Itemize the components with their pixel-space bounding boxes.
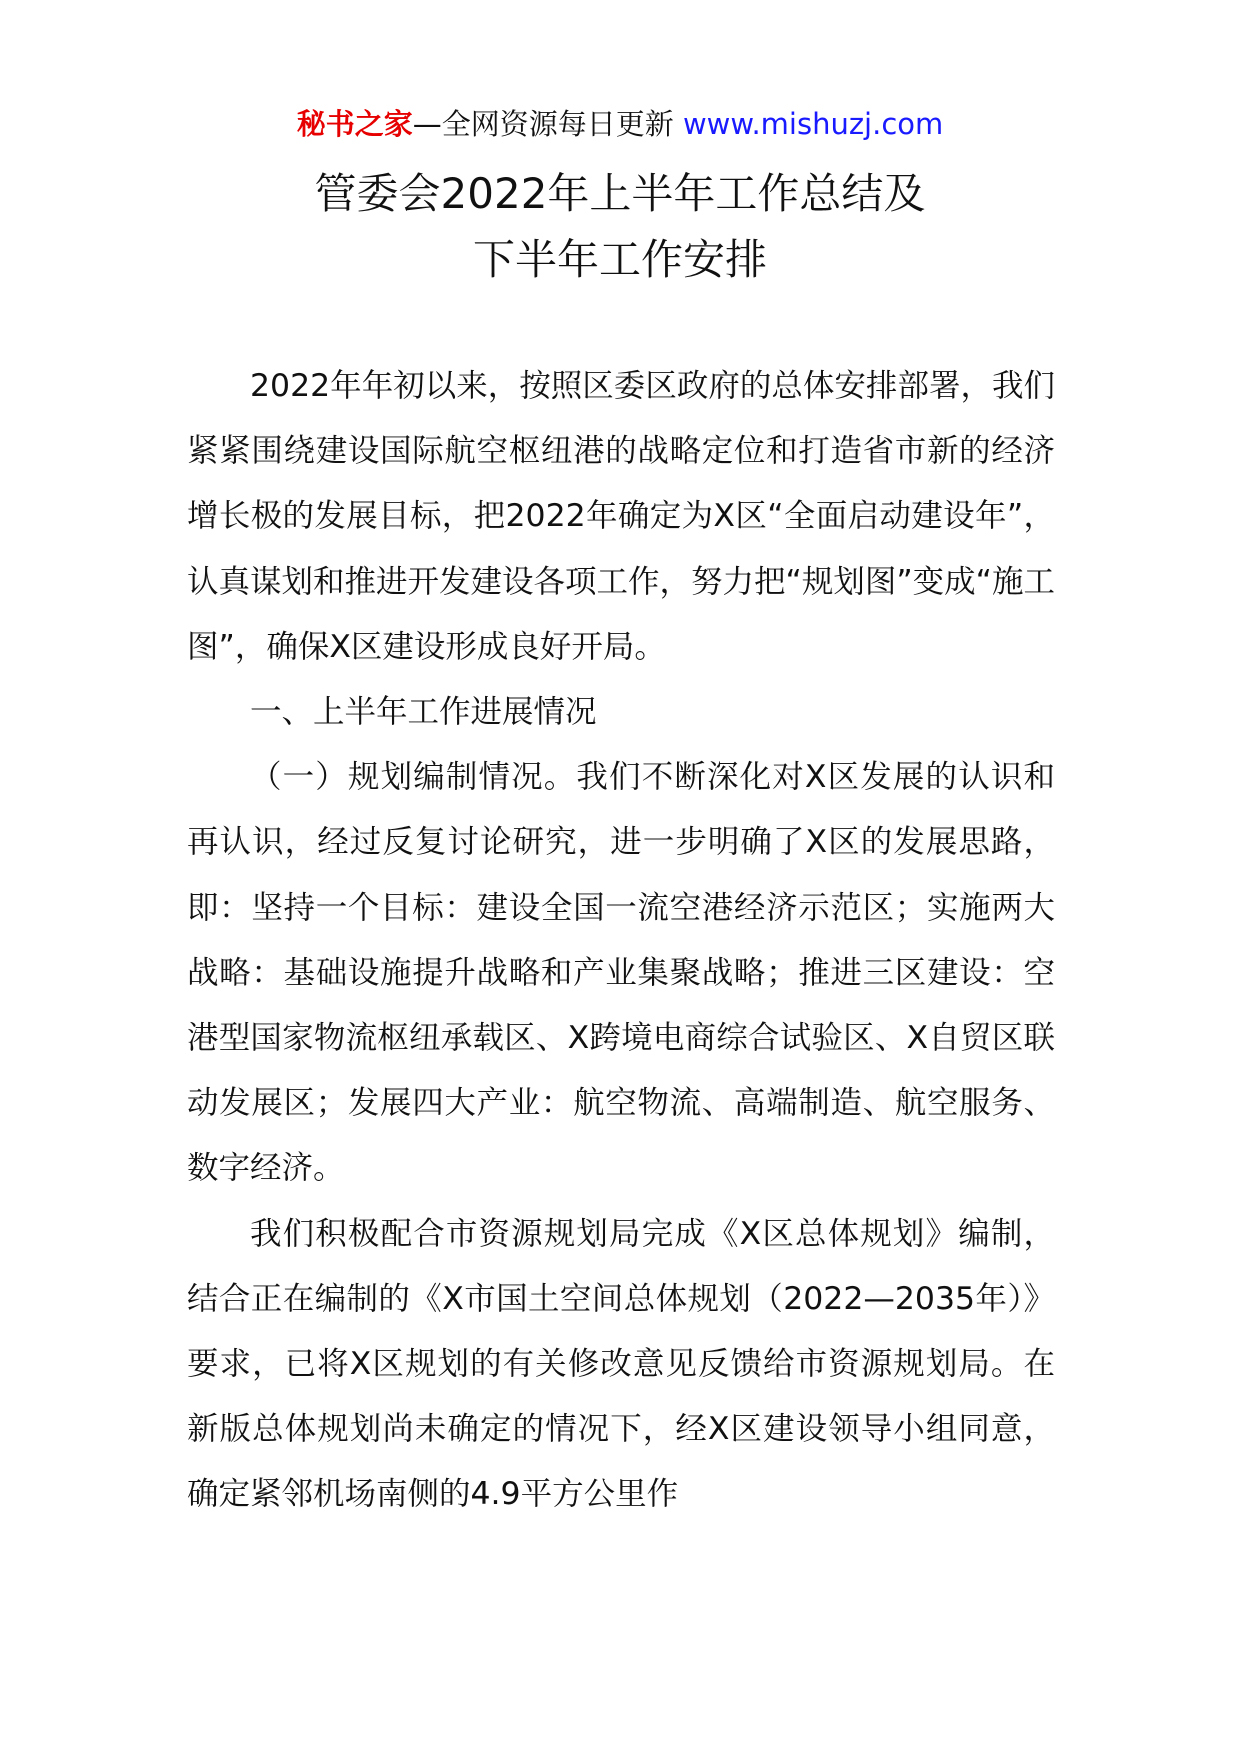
section-heading: 一、上半年工作进展情况	[250, 694, 597, 731]
brand-name: 秘书之家	[296, 107, 413, 141]
document-title-line2: 下半年工作安排	[472, 235, 767, 284]
paragraph-master-plan: 我们积极配合市资源规划局完成《X区总体规划》编制，结合正在编制的《X市国土空间总体规划（2022—2035年）》要求，已将X区规划的有关修改意见反馈给市资源规划局。在新版总体规划尚未确定的情况下，经X区建设领导小组同意，确定紧邻机场南侧的4.9平方公里作	[187, 1215, 1055, 1513]
document-body	[187, 354, 1055, 1528]
brand-slogan: —全网资源每日更新	[412, 107, 674, 141]
header-banner	[0, 102, 1240, 146]
paragraph-intro: 2022年年初以来，按照区委区政府的总体安排部署，我们紧紧围绕建设国际航空枢纽港的战略定位和打造省市新的经济增长极的发展目标，把2022年确定为X区“全面启动建设年”，认真谋划和推进开发建设各项工作，努力把“规划图”变成“施工图”，确保X区建设形成良好开局。	[187, 368, 1055, 665]
paragraph-planning: （一）规划编制情况。我们不断深化对X区发展的认识和再认识，经过反复讨论研究，进一步明确了X区的发展思路，即：坚持一个目标：建设全国一流空港经济示范区；实施两大战略：基础设施提升战略和产业集聚战略；推进三区建设：空港型国家物流枢纽承载区、X跨境电商综合试验区、X自贸区联动发展区；发展四大产业：航空物流、高端制造、航空服务、数字经济。	[187, 759, 1055, 1187]
document-title-line1: 管委会2022年上半年工作总结及	[314, 169, 926, 218]
site-link[interactable]: www.mishuzj.com	[682, 107, 944, 141]
